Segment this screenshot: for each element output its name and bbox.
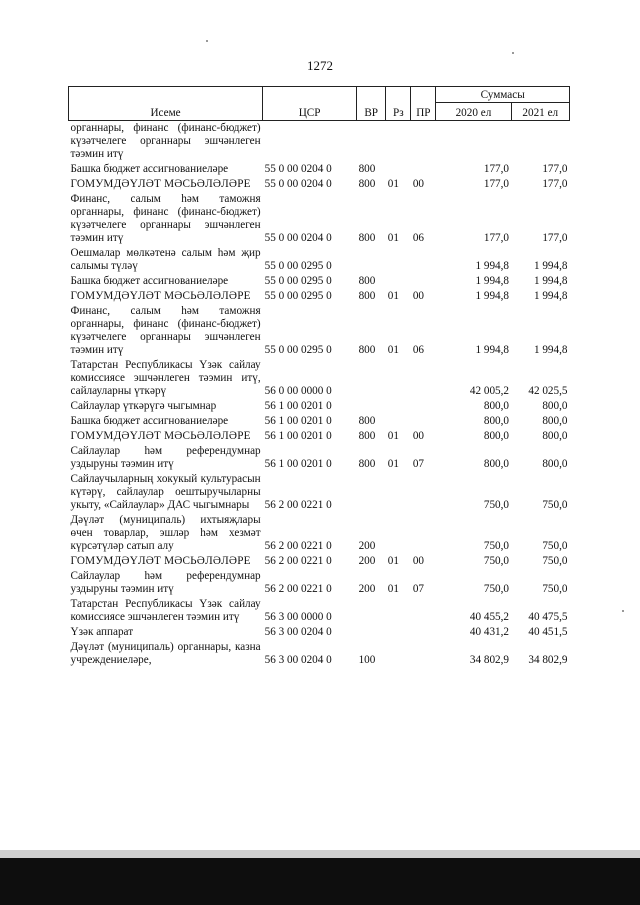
cell-pr: [411, 625, 436, 640]
cell-rz: [386, 358, 411, 399]
cell-rz: 01: [387, 458, 399, 470]
cell-pr: [411, 640, 436, 668]
cell-y2021: 42 025,5: [528, 385, 568, 397]
cell-csr: 56 2 00 0221 0: [264, 583, 332, 595]
table-row: [69, 414, 570, 429]
cell-rz: [386, 640, 411, 668]
scan-border: [0, 858, 640, 905]
table-row: [69, 274, 570, 289]
cell-vr: [357, 399, 386, 414]
scan-speck: [512, 52, 514, 54]
cell-name: Оешмалар мөлкәтенә салым һәм җир салымы түләү: [70, 247, 261, 272]
cell-vr: 800: [358, 178, 376, 190]
cell-rz: 01: [387, 430, 399, 442]
cell-y2021: 800,0: [542, 430, 568, 442]
table-row: [69, 554, 570, 569]
table-row: [69, 597, 570, 625]
cell-csr: 56 1 00 0201 0: [264, 458, 332, 470]
cell-y2020: 750,0: [483, 540, 510, 552]
cell-rz: [386, 162, 411, 177]
cell-csr: 56 1 00 0201 0: [264, 400, 332, 412]
cell-pr: [411, 274, 436, 289]
cell-rz: [386, 399, 411, 414]
cell-vr: 200: [358, 555, 376, 567]
cell-y2021: 750,0: [542, 540, 568, 552]
cell-vr: 800: [358, 232, 376, 244]
cell-rz: [386, 472, 411, 513]
cell-vr: [357, 597, 386, 625]
cell-name: Татарстан Республикасы Үзәк сайлау комиссиясе эшчәнлеген тәэмин итү: [70, 598, 261, 623]
cell-vr: 800: [358, 458, 376, 470]
cell-rz: 01: [387, 555, 399, 567]
cell-y2021: 1 994,8: [533, 344, 568, 356]
cell-name: Сайлаулар һәм референдумнар уздыруны тәэмин итү: [70, 445, 261, 470]
cell-name: Финанс, салым һәм таможня органнары, финанс (финанс-бюджет) күзәтчелеге органнары эшчәнлеген тәэмин итү: [70, 305, 261, 356]
cell-pr: [411, 399, 436, 414]
cell-pr: [411, 162, 436, 177]
cell-vr: 800: [358, 275, 376, 287]
header-pr: ПР: [411, 87, 436, 121]
cell-pr: [411, 597, 436, 625]
cell-pr: 00: [412, 178, 425, 190]
cell-y2021: 177,0: [542, 232, 568, 244]
cell-y2020: 750,0: [483, 583, 510, 595]
cell-pr: 07: [412, 583, 425, 595]
cell-vr: 800: [358, 415, 376, 427]
cell-pr: 06: [412, 344, 425, 356]
cell-name: Татарстан Республикасы Үзәк сайлау комиссиясе эшчәнлеген тәэмин итү, сайлауларны үткәрү: [70, 359, 261, 397]
cell-csr: 56 2 00 0221 0: [264, 555, 332, 567]
cell-csr: 55 0 00 0295 0: [264, 344, 332, 356]
budget-table: [68, 86, 570, 668]
cell-rz: [386, 625, 411, 640]
table-row: [69, 304, 570, 358]
cell-name: ГОМУМДӘҮЛӘТ МӘСЬӘЛӘЛӘРЕ: [70, 430, 251, 442]
cell-rz: 01: [387, 232, 399, 244]
page-number: 1272: [307, 58, 333, 73]
cell-name: Дәүләт (муниципаль) ихтыяҗлары өчен товарлар, эшләр һәм хезмәт күрсәтүләр сатып алу: [70, 514, 261, 552]
cell-pr: 06: [412, 232, 425, 244]
cell-y2020: 177,0: [483, 178, 510, 190]
scan-edge: [0, 850, 640, 858]
cell-pr: [411, 472, 436, 513]
table-row: [69, 358, 570, 399]
cell-y2021: [511, 121, 569, 163]
table-row: [69, 444, 570, 472]
cell-y2021: 177,0: [542, 163, 568, 175]
cell-pr: 00: [412, 555, 425, 567]
cell-vr: [357, 625, 386, 640]
cell-vr: [357, 358, 386, 399]
cell-name: Башка бюджет ассигнованиеләре: [70, 275, 229, 287]
header-sums: Суммасы: [436, 87, 570, 103]
cell-csr: 55 0 00 0204 0: [264, 232, 332, 244]
cell-y2020: 800,0: [483, 415, 510, 427]
table-row: [69, 246, 570, 274]
cell-name: Башка бюджет ассигнованиеләре: [70, 415, 229, 427]
header-name: Исеме: [69, 87, 263, 121]
cell-y2020: 34 802,9: [469, 654, 510, 666]
cell-y2020: 800,0: [483, 430, 510, 442]
cell-y2021: 750,0: [542, 583, 568, 595]
header-rz: Рз: [386, 87, 411, 121]
cell-rz: 01: [387, 178, 399, 190]
cell-y2020: 42 005,2: [469, 385, 510, 397]
cell-vr: 200: [358, 540, 376, 552]
cell-vr: 800: [358, 163, 376, 175]
table-row: [69, 472, 570, 513]
header-year-2021: 2021 ел: [511, 103, 569, 121]
cell-y2020: [436, 121, 511, 163]
cell-pr: [411, 246, 436, 274]
cell-y2021: 40 451,5: [528, 626, 568, 638]
cell-pr: [411, 414, 436, 429]
cell-csr: 55 0 00 0295 0: [264, 290, 332, 302]
cell-vr: 800: [358, 430, 376, 442]
cell-name: органнары, финанс (финанс-бюджет) күзәтчелеге органнары эшчәнлеген тәэмин итү: [70, 122, 261, 160]
cell-csr: [263, 121, 357, 163]
header-vr: ВР: [357, 87, 386, 121]
cell-y2020: 40 455,2: [469, 611, 510, 623]
cell-rz: [386, 414, 411, 429]
cell-rz: [386, 246, 411, 274]
cell-name: Сайлаучыларның хокукый культурасын күтәрү, сайлаулар оештыручыларны укыту, «Сайлаулар» ДАС чыгымнары: [70, 473, 261, 511]
cell-name: Сайлаулар һәм референдумнар уздыруны тәэмин итү: [70, 570, 261, 595]
table-row: [69, 289, 570, 304]
cell-rz: 01: [387, 290, 399, 302]
cell-y2020: 177,0: [483, 163, 510, 175]
table-row: [69, 121, 570, 163]
cell-y2020: 1 994,8: [475, 290, 510, 302]
cell-name: Финанс, салым һәм таможня органнары, финанс (финанс-бюджет) күзәтчелеге органнары эшчәнлеген тәэмин итү: [70, 193, 261, 244]
table-row: [69, 640, 570, 668]
header-csr: ЦСР: [263, 87, 357, 121]
cell-y2020: 1 994,8: [475, 344, 510, 356]
cell-vr: [357, 472, 386, 513]
cell-csr: 56 1 00 0201 0: [264, 415, 332, 427]
cell-pr: 07: [412, 458, 425, 470]
cell-y2020: 177,0: [483, 232, 510, 244]
cell-csr: 55 0 00 0204 0: [264, 178, 332, 190]
cell-name: ГОМУМДӘҮЛӘТ МӘСЬӘЛӘЛӘРЕ: [70, 290, 251, 302]
cell-y2021: 800,0: [542, 458, 568, 470]
cell-name: ГОМУМДӘҮЛӘТ МӘСЬӘЛӘЛӘРЕ: [70, 555, 251, 567]
cell-pr: [411, 358, 436, 399]
cell-y2021: 750,0: [542, 499, 568, 511]
scan-speck: [622, 610, 624, 612]
cell-rz: [386, 513, 411, 554]
cell-vr: [357, 246, 386, 274]
cell-y2020: 1 994,8: [475, 260, 510, 272]
cell-y2020: 750,0: [483, 499, 510, 511]
cell-csr: 56 3 00 0204 0: [264, 626, 332, 638]
cell-csr: 55 0 00 0204 0: [264, 163, 332, 175]
cell-y2021: 1 994,8: [533, 290, 568, 302]
cell-y2020: 40 431,2: [469, 626, 510, 638]
cell-csr: 56 2 00 0221 0: [264, 540, 332, 552]
cell-csr: 56 3 00 0204 0: [264, 654, 332, 666]
cell-vr: 800: [358, 344, 376, 356]
cell-y2021: 1 994,8: [533, 275, 568, 287]
cell-csr: 56 0 00 0000 0: [264, 385, 332, 397]
table-row: [69, 513, 570, 554]
cell-rz: [386, 597, 411, 625]
cell-name: Үзәк аппарат: [70, 626, 134, 638]
cell-rz: 01: [387, 344, 399, 356]
cell-vr: 200: [358, 583, 376, 595]
cell-pr: [411, 121, 436, 163]
cell-name: Башка бюджет ассигнованиеләре: [70, 163, 229, 175]
cell-y2020: 800,0: [483, 458, 510, 470]
cell-y2021: 800,0: [542, 400, 568, 412]
cell-csr: 55 0 00 0295 0: [264, 260, 332, 272]
header-year-2020: 2020 ел: [436, 103, 511, 121]
cell-y2021: 750,0: [542, 555, 568, 567]
cell-name: Сайлаулар үткәрүгә чыгымнар: [70, 400, 217, 412]
scan-speck: [206, 40, 208, 42]
cell-y2020: 800,0: [483, 400, 510, 412]
cell-y2021: 34 802,9: [528, 654, 568, 666]
cell-pr: 00: [412, 430, 425, 442]
cell-csr: 56 3 00 0000 0: [264, 611, 332, 623]
table-body: [69, 121, 570, 669]
cell-y2021: 800,0: [542, 415, 568, 427]
cell-y2021: 40 475,5: [528, 611, 568, 623]
cell-vr: [357, 121, 386, 163]
table-row: [69, 429, 570, 444]
cell-pr: [411, 513, 436, 554]
cell-y2020: 750,0: [483, 555, 510, 567]
table-row: [69, 399, 570, 414]
cell-vr: 800: [358, 290, 376, 302]
cell-name: ГОМУМДӘҮЛӘТ МӘСЬӘЛӘЛӘРЕ: [70, 178, 251, 190]
table-row: [69, 569, 570, 597]
table-row: [69, 625, 570, 640]
cell-rz: [386, 274, 411, 289]
cell-name: Дәүләт (муниципаль) органнары, казна учреждениеләре,: [70, 641, 261, 666]
cell-y2021: 1 994,8: [533, 260, 568, 272]
table-row: [69, 177, 570, 192]
table-row: [69, 162, 570, 177]
cell-pr: 00: [412, 290, 425, 302]
cell-vr: 100: [358, 654, 376, 666]
cell-y2020: 1 994,8: [475, 275, 510, 287]
cell-y2021: 177,0: [542, 178, 568, 190]
cell-rz: 01: [387, 583, 399, 595]
cell-rz: [386, 121, 411, 163]
table-row: [69, 192, 570, 246]
cell-csr: 56 2 00 0221 0: [264, 499, 332, 511]
cell-csr: 56 1 00 0201 0: [264, 430, 332, 442]
cell-csr: 55 0 00 0295 0: [264, 275, 332, 287]
